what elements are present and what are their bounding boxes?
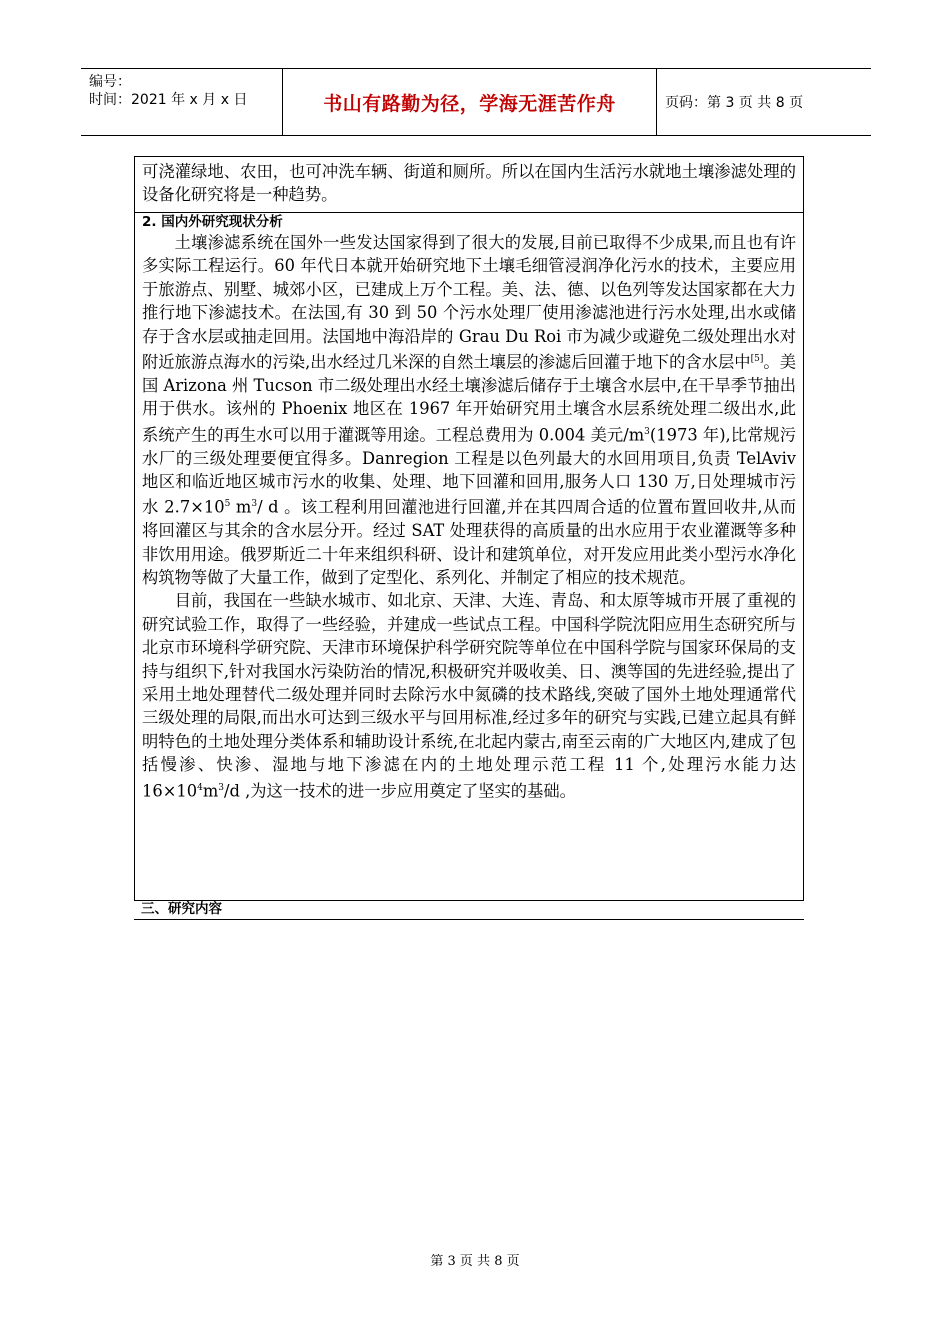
section-3-heading: 三、研究内容 xyxy=(141,901,222,917)
unit-superscript: 3 xyxy=(251,499,258,510)
header-page-info: 页码：第 3 页 共 8 页 xyxy=(665,95,804,111)
p1-text-3: (1973 年),比常规污水厂的三级处理要便宜得多。Danregion 工程是以色列最大的水回用项目,负责 TelAviv 地区和临近地区城市污水的收集、处理、地下回灌和回用,服务人口 130 万,日处理城市污水 2.7×10 xyxy=(142,425,796,517)
time-label: 时间：2021 年 x 月 x 日 xyxy=(89,92,248,108)
header-motto: 书山有路勤为径，学海无涯苦作舟 xyxy=(283,69,657,135)
p1-text-1: 土壤渗滤系统在国外一些发达国家得到了很大的发展,目前已取得不少成果,而且也有许多实际工程运行。60 年代日本就开始研究地下土壤毛细管浸润净化污水的技术，主要应用于旅游点、别墅、城郊小区，已建成上万个工程。美、法、德、以色列等发达国家都在大力推行地下渗滤技术。在法国,有 30 到 50 个污水处理厂使用渗滤池进行污水处理,出水或储存于含水层或抽走回用。法国地中海沿岸的 Grau Du Roi 市为减少或避免二级处理出水对附近旅游点海水的污染,出水经过几米深的自然土壤层的渗滤后回灌于地下的含水层中 xyxy=(142,233,796,372)
page-footer: 第 3 页 共 8 页 xyxy=(430,1254,520,1269)
continued-text-box xyxy=(134,156,804,213)
paragraph-foreign-research xyxy=(142,231,796,589)
paragraph-domestic-research xyxy=(142,589,796,802)
unit-superscript: 3 xyxy=(218,782,224,793)
research-status-box xyxy=(134,212,804,901)
p1-text-5: / d 。该工程利用回灌池进行回灌,并在其四周合适的位置布置回收井,从而将回灌区与其余的含水层分开。经过 SAT 处理获得的高质量的出水应用于农业灌溉等多种非饮用用途。俄罗斯近二十年来组织科研、设计和建筑单位，对开发应用此类小型污水净化构筑物等做了大量工作，做到了定型化、系列化、并制定了相应的技术规范。 xyxy=(142,497,796,587)
p1-text-2: 。美国 Arizona 州 Tucson 市二级处理出水经土壤渗滤后储存于土壤含水层中,在干旱季节抽出用于供水。该州的 Phoenix 地区在 1967 年开始研究用土壤含水层系统处理二级出水,此系统产生的再生水可以用于灌溉等用途。工程总费用为 0.004 美元/m xyxy=(142,352,796,445)
number-label: 编号： xyxy=(89,74,131,90)
citation-5: [5] xyxy=(750,354,764,365)
exponent-superscript: 5 xyxy=(224,499,231,510)
page-header xyxy=(81,68,871,136)
p2-text-1: 目前，我国在一些缺水城市、如北京、天津、大连、青岛、和太原等城市开展了重视的研究试验工作，取得了一些经验，并建成一些试点工程。中国科学院沈阳应用生态研究所与北京市环境科学研究院、天津市环境保护科学研究院等单位在中国科学院与国家环保局的支持与组织下,针对我国水污染防治的情况,积极研究并吸收美、日、澳等国的先进经验,提出了采用土地处理替代二级处理并同时去除污水中氮磷的技术路线,突破了国外土地处理通常代三级处理的局限,而出水可达到三级水平与回用标准,经过多年的研究与实践,已建立起具有鲜明特色的土地处理分类体系和辅助设计系统,在北起内蒙古,南至云南的广大地区内,建成了包括慢渗、快渗、湿地与地下渗滤在内的土地处理示范工程 11 个,处理污水能力达 16×10 xyxy=(142,591,796,801)
p1-text-4: m xyxy=(230,497,252,517)
continued-paragraph: 可浇灌绿地、农田，也可冲洗车辆、街道和厕所。所以在国内生活污水就地土壤渗滤处理的设备化研究将是一种趋势。 xyxy=(142,162,796,205)
unit-superscript: 3 xyxy=(644,426,650,437)
exponent-superscript: 4 xyxy=(197,782,203,793)
section-2-heading: 2. 国内外研究现状分析 xyxy=(142,214,283,230)
p2-text-2: m xyxy=(202,781,219,801)
header-meta xyxy=(81,69,283,135)
section-3-row xyxy=(134,901,804,920)
p2-text-3: /d ,为这一技术的进一步应用奠定了坚实的基础。 xyxy=(224,781,576,801)
